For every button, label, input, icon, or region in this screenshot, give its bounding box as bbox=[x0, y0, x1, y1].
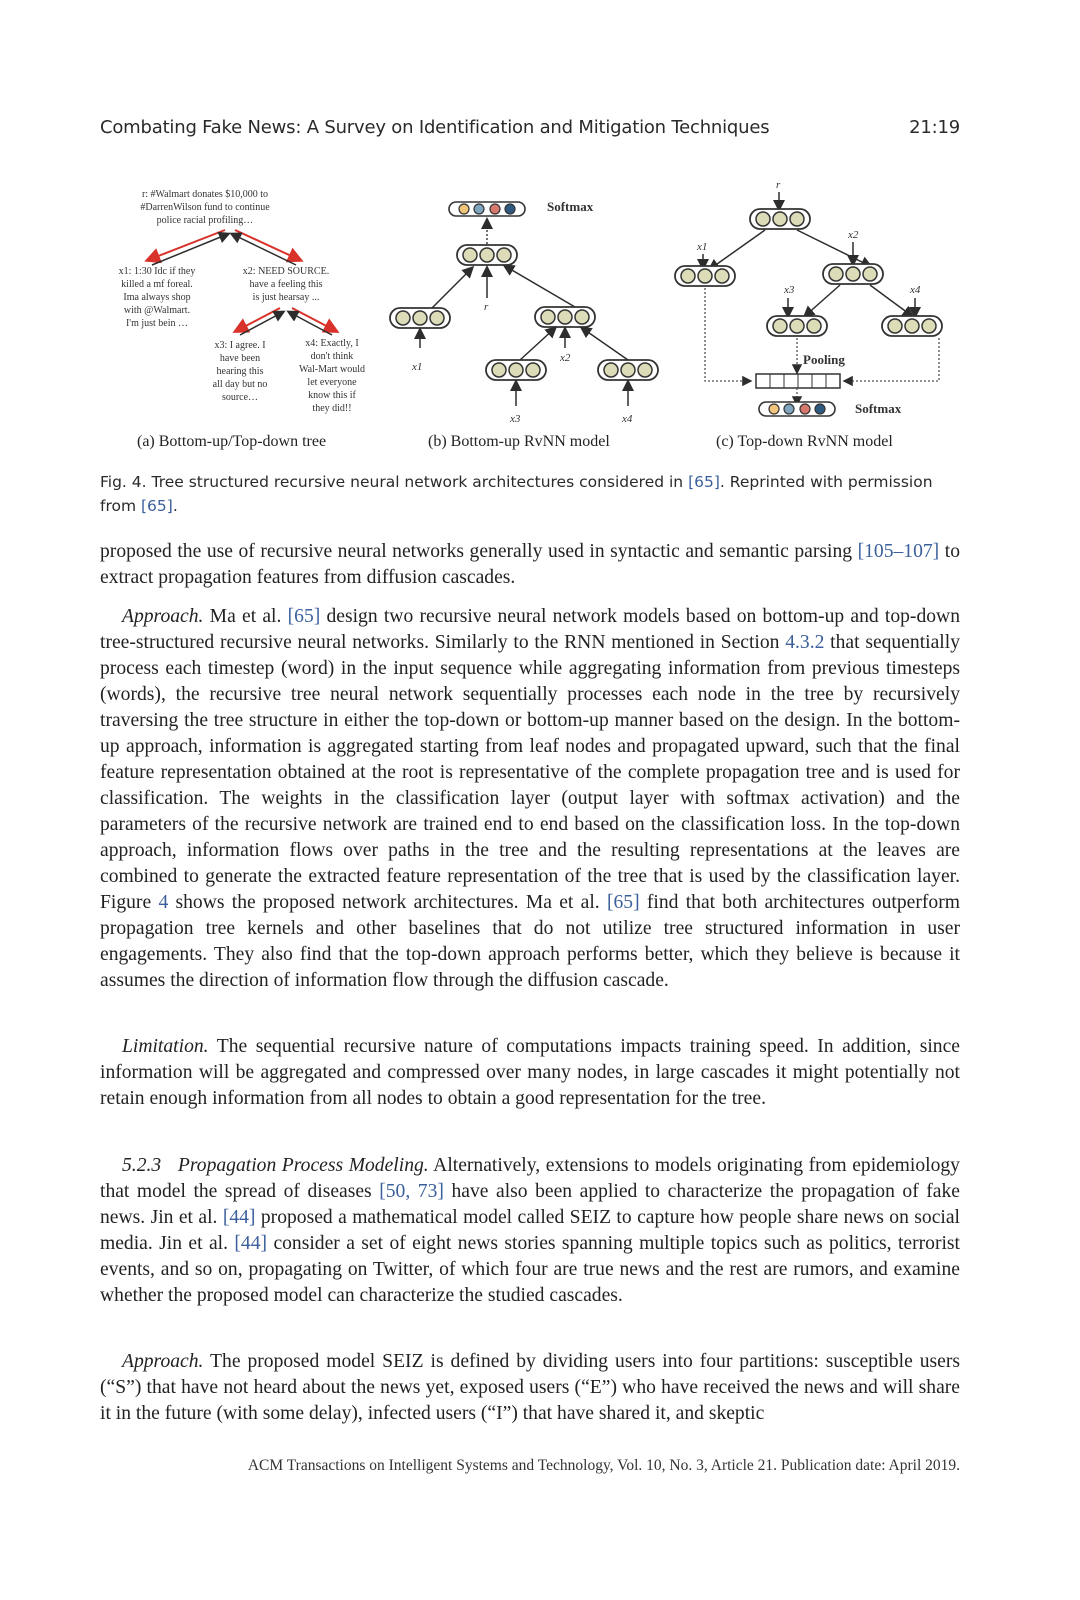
paragraph-label: Approach. bbox=[122, 606, 204, 627]
svg-text:r: r bbox=[776, 179, 781, 191]
svg-text:all day but no: all day but no bbox=[212, 379, 268, 390]
svg-text:have a feeling this: have a feeling this bbox=[249, 279, 323, 290]
panel-c-top-down-rvnn bbox=[675, 179, 942, 416]
pooling-vector bbox=[756, 374, 840, 388]
x4-text: x4: Exactly, I bbox=[305, 338, 359, 349]
svg-text:Softmax: Softmax bbox=[855, 401, 902, 416]
subcaption-c: (c) Top-down RvNN model bbox=[716, 433, 893, 450]
section-heading: Propagation Process Modeling. bbox=[177, 1155, 429, 1176]
svg-text:x4: x4 bbox=[622, 413, 633, 425]
section-5-2-3: 5.2.3 Propagation Process Modeling. Alternatively, extensions to models originating from epidemiology that model the spread of diseases [50, 73] have also been applied to characterize the propagation of fake news. Jin et al. [44] proposed a mathematical model called SEIZ to capture how people share news on social media. Jin et al. [44] consider a set of eight news stories spanning multiple topics such as politics, terrorist events, and so on, propagating on Twitter, of which four are true news and the rest are rumors, and examine whether the proposed model can characterize the studied cascades. bbox=[100, 1155, 960, 1306]
paragraph-approach-seiz: Approach. The proposed model SEIZ is defined by dividing users into four partitions: susceptible users (“S”) that have not heard about the news yet, exposed users (“E”) who have received the news and will share it in the future (with some delay), infected users (“I”) that have shared it, and skeptic bbox=[100, 1351, 960, 1424]
paragraph-approach-rvnn: Approach. Ma et al. [65] design two recursive neural network models based on bottom-up and top-down tree-structured recursive neural networks. Similarly to the RNN mentioned in Section 4.3.2 that sequentially process each timestep (word) in the input sequence while aggregating information from previous timesteps (words), the recursive tree neural network sequentially processes each node in the tree by recursively traversing the tree structure in either the top-down or bottom-up manner based on the design. In the bottom-up approach, information is aggregated starting from leaf nodes and propagated upward, such that the final feature representation obtained at the root is representative of the complete propagation tree and is used for classification. The weights in the classification layer (output layer with softmax activation) and the parameters of the recursive network are trained end to end based on the classification loss. In the top-down approach, information flows over paths in the tree and the resulting representations at the leaves are combined to generate the extracted feature representation of the tree that is used by the classification layer. Figure 4 shows the proposed network architectures. Ma et al. [65] find that both architectures outperform propagation tree kernels and other baselines that do not utilize tree structured information in user engagements. They also find that the top-down approach performs better, which they believe is because it assumes the direction of information flow through the diffusion cascade. bbox=[100, 606, 960, 991]
svg-text:have been: have been bbox=[219, 353, 261, 364]
svg-text:Ima always shop: Ima always shop bbox=[123, 292, 191, 303]
paragraph-limitation: Limitation. The sequential recursive nature of computations impacts training speed. In addition, since information will be aggregated and compressed over many nodes, in large cascades it might potentially not retain enough information from all nodes to obtain a good representation for the tree. bbox=[100, 1036, 960, 1109]
figure-link[interactable]: 4 bbox=[158, 892, 169, 913]
paragraph-intro: proposed the use of recursive neural networks generally used in syntactic and semantic parsing [105–107] to extract propagation features from diffusion cascades. bbox=[100, 541, 960, 588]
x1-text: x1: 1:30 Idc if they bbox=[118, 266, 196, 277]
page-number: 21:19 bbox=[909, 117, 960, 138]
svg-text:x1: x1 bbox=[697, 241, 708, 253]
svg-text:know this if: know this if bbox=[308, 390, 356, 401]
citation-link[interactable]: [44] bbox=[222, 1207, 256, 1228]
figure-caption: Fig. 4. Tree structured recursive neural network architectures considered in [65]. Reprinted with permission from [65]. bbox=[100, 473, 933, 515]
svg-text:don't think: don't think bbox=[310, 351, 354, 362]
svg-text:x4: x4 bbox=[910, 284, 921, 296]
citation-link[interactable]: [105–107] bbox=[857, 541, 940, 562]
x3-text: x3: I agree. I bbox=[214, 340, 266, 351]
page-footer: ACM Transactions on Intelligent Systems and Technology, Vol. 10, No. 3, Article 21. Publication date: April 2019. bbox=[247, 1457, 960, 1474]
section-number: 5.2.3 bbox=[122, 1155, 162, 1176]
pooling-label: Pooling bbox=[803, 352, 845, 367]
svg-text:source…: source… bbox=[221, 392, 259, 403]
paragraph-label: Approach. bbox=[122, 1351, 204, 1372]
svg-text:with @Walmart.: with @Walmart. bbox=[123, 305, 191, 316]
figure-4 bbox=[100, 178, 960, 458]
panel-b-bottom-up-rvnn bbox=[390, 199, 658, 425]
figure-4-diagram bbox=[100, 178, 960, 438]
svg-text:Wal-Mart would: Wal-Mart would bbox=[298, 364, 366, 375]
panel-a-tree bbox=[119, 189, 365, 414]
citation-link[interactable]: [65] bbox=[606, 892, 640, 913]
svg-text:is just hearsay ...: is just hearsay ... bbox=[252, 292, 320, 303]
svg-text:#DarrenWilson fund to continue: #DarrenWilson fund to continue bbox=[140, 202, 270, 213]
svg-text:x2: x2 bbox=[560, 352, 571, 364]
citation-link[interactable]: [50, 73] bbox=[379, 1181, 444, 1202]
svg-text:x3: x3 bbox=[510, 413, 521, 425]
citation-link[interactable]: [65] bbox=[141, 497, 173, 515]
subcaption-b: (b) Bottom-up RvNN model bbox=[428, 433, 610, 450]
citation-link[interactable]: [44] bbox=[234, 1233, 268, 1254]
svg-text:hearing this: hearing this bbox=[216, 366, 264, 377]
softmax-label: Softmax bbox=[547, 199, 594, 214]
running-title: Combating Fake News: A Survey on Identification and Mitigation Techniques bbox=[100, 117, 770, 138]
subcaption-a: (a) Bottom-up/Top-down tree bbox=[137, 433, 327, 450]
svg-text:x1: x1 bbox=[412, 361, 423, 373]
svg-text:x3: x3 bbox=[784, 284, 795, 296]
svg-text:r: r bbox=[484, 301, 489, 313]
section-link[interactable]: 4.3.2 bbox=[785, 632, 825, 653]
paragraph-label: Limitation. bbox=[122, 1036, 209, 1057]
svg-text:they did!!: they did!! bbox=[312, 403, 352, 414]
svg-text:let everyone: let everyone bbox=[307, 377, 357, 388]
running-header bbox=[100, 117, 960, 138]
svg-text:police racial profiling…: police racial profiling… bbox=[156, 215, 254, 226]
svg-text:I'm just bein …: I'm just bein … bbox=[125, 318, 189, 329]
citation-link[interactable]: [65] bbox=[287, 606, 321, 627]
root-text: r: #Walmart donates $10,000 to bbox=[141, 189, 269, 200]
x2-text: x2: NEED SOURCE. bbox=[242, 266, 330, 277]
svg-text:x2: x2 bbox=[848, 229, 859, 241]
citation-link[interactable]: [65] bbox=[688, 473, 720, 491]
svg-text:killed a mf foreal.: killed a mf foreal. bbox=[121, 279, 193, 290]
